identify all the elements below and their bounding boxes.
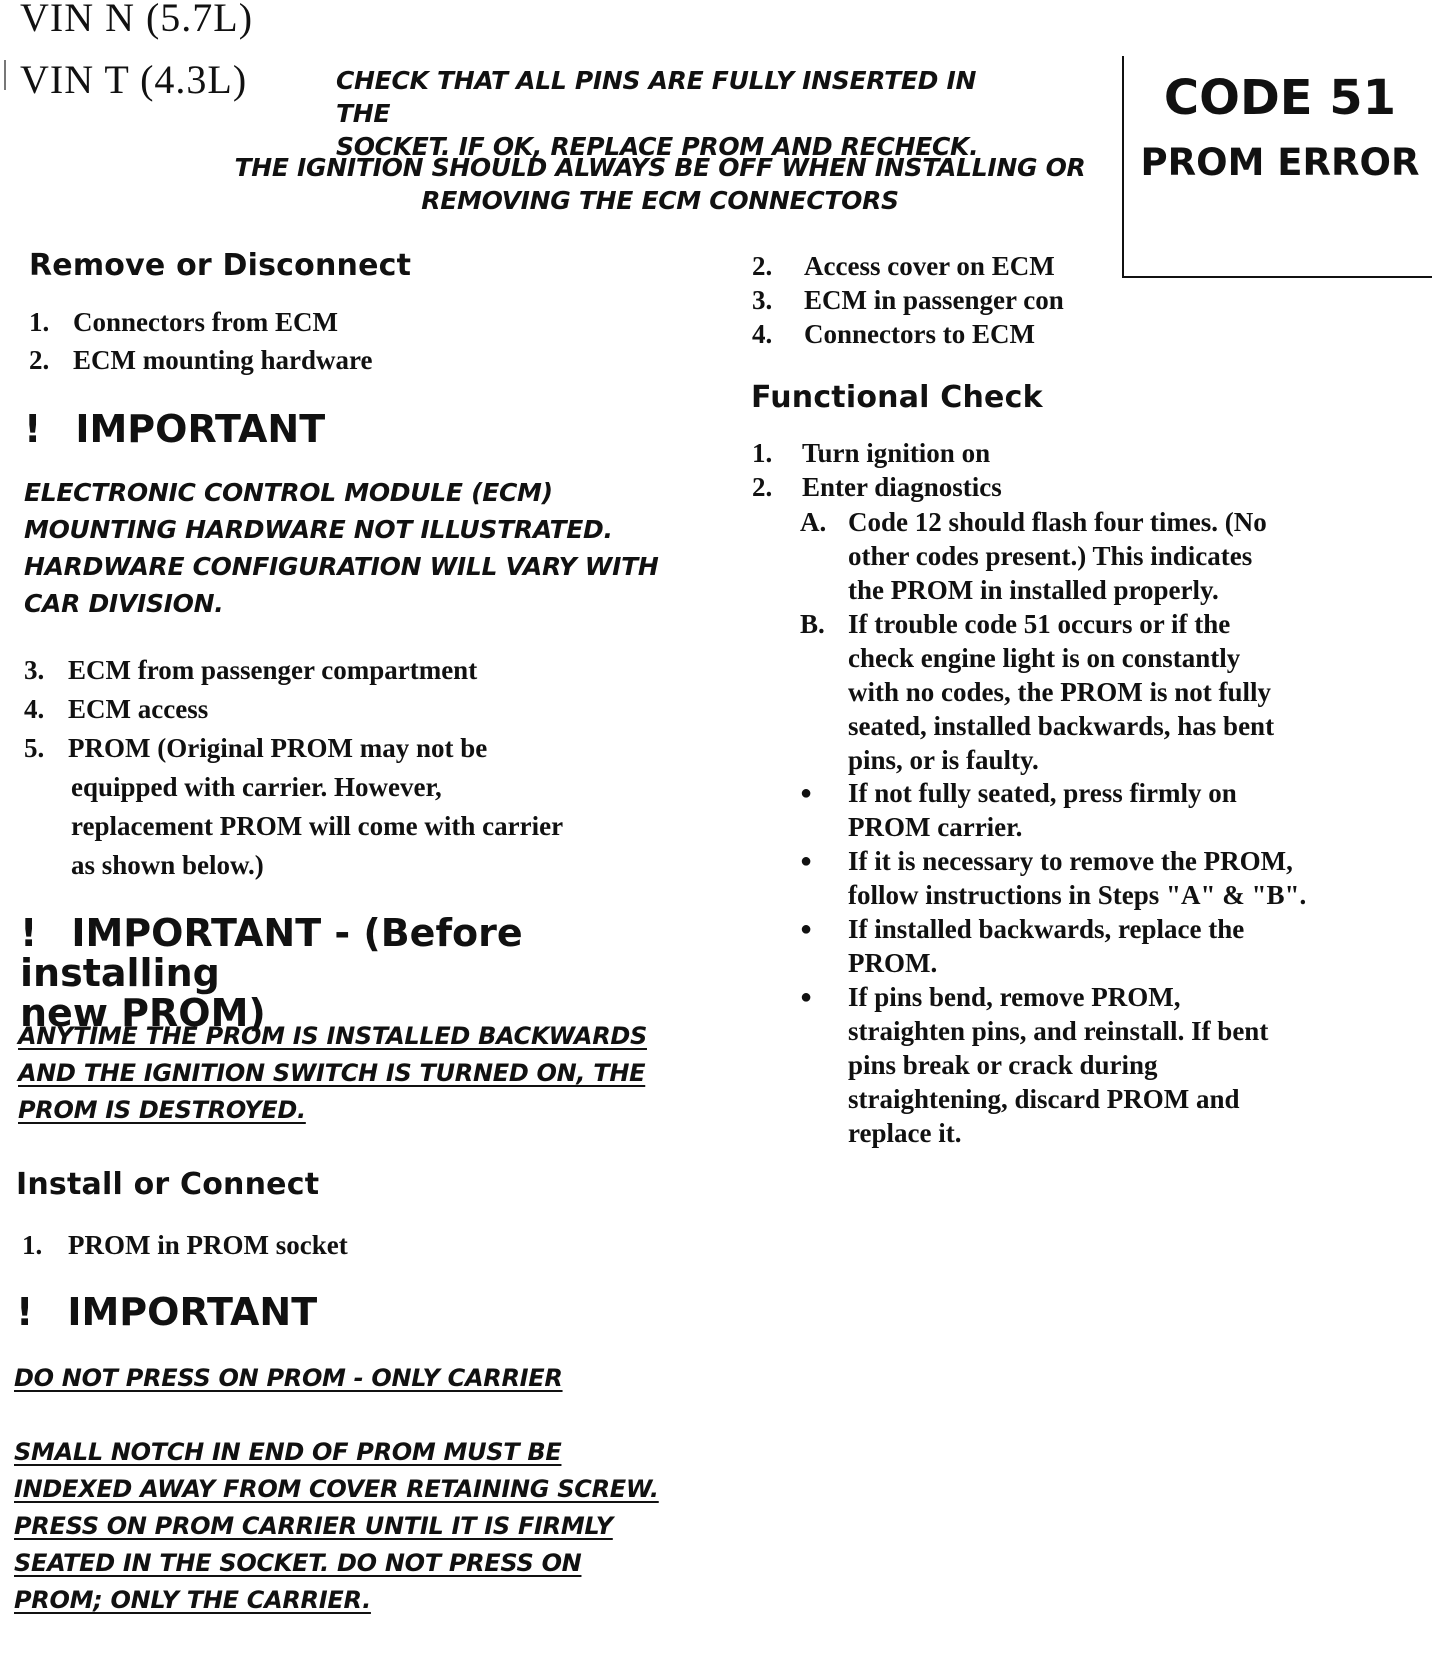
ecm-hardware-note — [24, 474, 658, 622]
item-text: PROM (Original PROM may not be — [68, 733, 488, 763]
item-text: ECM from passenger compartment — [68, 655, 478, 685]
list-item — [752, 470, 1002, 504]
bullet-line: If installed backwards, replace the — [848, 914, 1245, 944]
item-text: Connectors to ECM — [804, 319, 1035, 349]
carrier-only-warning: DO NOT PRESS ON PROM - ONLY CARRIER — [14, 1364, 563, 1392]
warning-line: INDEXED AWAY FROM COVER RETAINING SCREW. — [14, 1475, 659, 1503]
warning-line: SMALL NOTCH IN END OF PROM MUST BE — [14, 1438, 562, 1466]
bullet-item — [800, 776, 1420, 844]
important-heading-3 — [16, 1290, 317, 1334]
bullet-list — [800, 776, 1420, 1150]
bullet-line: pins break or crack during — [848, 1050, 1158, 1080]
bullet-line: If pins bend, remove PROM, — [848, 982, 1181, 1012]
list-item — [752, 283, 1064, 317]
code-box-border-left — [1122, 56, 1124, 278]
remove-list-continued — [24, 651, 563, 885]
list-item — [24, 729, 563, 768]
item-text: ECM in passenger con — [804, 285, 1064, 315]
item-text: Connectors from ECM — [73, 307, 338, 337]
list-item — [752, 436, 1002, 470]
bullet-item — [800, 980, 1420, 1150]
sub-step-line: with no codes, the PROM is not fully — [848, 677, 1272, 707]
ignition-note-line: REMOVING THE ECM CONNECTORS — [421, 186, 899, 215]
note-line: MOUNTING HARDWARE NOT ILLUSTRATED. — [24, 515, 613, 544]
sub-step-line: If trouble code 51 occurs or if the — [848, 609, 1231, 639]
list-item — [24, 690, 563, 729]
bullet-icon: ● — [800, 782, 813, 804]
warning-line: PROM IS DESTROYED. — [18, 1096, 306, 1124]
install-list — [22, 1228, 348, 1262]
warning-line: PROM; ONLY THE CARRIER. — [14, 1586, 371, 1614]
sub-step-line: other codes present.) This indicates — [848, 541, 1253, 571]
functional-list — [752, 436, 1002, 504]
check-pins-note — [336, 64, 1036, 163]
bullet-line: follow instructions in Steps "A" & "B". — [848, 880, 1307, 910]
margin-mark — [4, 60, 6, 90]
list-item — [752, 249, 1064, 283]
item-text: Turn ignition on — [802, 438, 991, 468]
vin-n-label: VIN N (5.7L) — [20, 0, 254, 40]
sub-step-b — [800, 607, 1420, 777]
bullet-icon: ● — [800, 918, 813, 940]
item-number: 4. — [24, 694, 45, 724]
list-item — [29, 343, 373, 377]
prom-destroyed-warning — [18, 1018, 647, 1129]
ignition-note — [220, 151, 1100, 217]
code-subtitle: PROM ERROR — [1140, 141, 1420, 184]
check-note-line: CHECK THAT ALL PINS ARE FULLY INSERTED IN THE — [336, 66, 977, 128]
item-text: ECM mounting hardware — [73, 345, 373, 375]
item-text: Access cover on ECM — [804, 251, 1055, 281]
code-title: CODE 51 — [1163, 70, 1397, 126]
item-text: PROM in PROM socket — [68, 1230, 348, 1260]
note-line: ELECTRONIC CONTROL MODULE (ECM) — [24, 478, 553, 507]
note-line: HARDWARE CONFIGURATION WILL VARY WITH — [24, 552, 659, 581]
bullet-line: PROM carrier. — [848, 812, 1023, 842]
important-heading-1 — [24, 407, 325, 451]
bullet-icon: ● — [800, 850, 813, 872]
important-label: IMPORTANT — [75, 407, 326, 451]
item-number: 2. — [29, 345, 50, 375]
bullet-icon: ● — [800, 986, 813, 1008]
item-text: ECM access — [68, 694, 209, 724]
item-continuation: equipped with carrier. However, — [71, 772, 442, 802]
item-number: 3. — [752, 285, 773, 315]
sub-step-line: pins, or is faulty. — [848, 745, 1039, 775]
sub-step-line: seated, installed backwards, has bent — [848, 711, 1275, 741]
notch-index-warning — [14, 1434, 659, 1619]
item-number: 1. — [752, 438, 773, 468]
important-label: IMPORTANT - (Before installing — [20, 911, 523, 995]
bullet-line: PROM. — [848, 948, 938, 978]
code-box-border-bottom — [1122, 276, 1432, 278]
item-number: 4. — [752, 319, 773, 349]
list-item — [29, 305, 373, 339]
item-number: 2. — [752, 251, 773, 281]
item-number: 5. — [24, 733, 45, 763]
warning-line: SEATED IN THE SOCKET. DO NOT PRESS ON — [14, 1549, 582, 1577]
item-number: 2. — [752, 472, 773, 502]
vin-t-label: VIN T (4.3L) — [20, 57, 248, 102]
sub-step-line: the PROM in installed properly. — [848, 575, 1219, 605]
bullet-line: If it is necessary to remove the PROM, — [848, 846, 1293, 876]
sub-step-line: check engine light is on constantly — [848, 643, 1241, 673]
functional-check-heading: Functional Check — [751, 380, 1043, 415]
item-continuation: as shown below.) — [71, 850, 264, 880]
bullet-line: replace it. — [848, 1118, 962, 1148]
install-list-continued — [752, 249, 1064, 351]
item-number: 1. — [22, 1230, 43, 1260]
item-number: 3. — [24, 655, 45, 685]
important-heading-2 — [20, 913, 720, 1033]
remove-disconnect-heading: Remove or Disconnect — [29, 248, 412, 283]
note-line: CAR DIVISION. — [24, 589, 224, 618]
exclamation-icon: ! — [24, 407, 42, 451]
list-item — [24, 651, 563, 690]
exclamation-icon: ! — [20, 911, 38, 955]
sub-step-a — [800, 505, 1420, 607]
list-item — [22, 1228, 348, 1262]
warning-line: AND THE IGNITION SWITCH IS TURNED ON, THE — [18, 1059, 646, 1087]
bullet-line: If not fully seated, press firmly on — [848, 778, 1237, 808]
item-text: Enter diagnostics — [802, 472, 1002, 502]
sub-step-mark: B. — [800, 609, 825, 639]
exclamation-icon: ! — [16, 1290, 34, 1334]
bullet-line: straighten pins, and reinstall. If bent — [848, 1016, 1269, 1046]
important-label: IMPORTANT — [67, 1290, 318, 1334]
install-connect-heading: Install or Connect — [16, 1167, 320, 1202]
bullet-line: straightening, discard PROM and — [848, 1084, 1240, 1114]
warning-line: ANYTIME THE PROM IS INSTALLED BACKWARDS — [18, 1022, 647, 1050]
sub-step-line: Code 12 should flash four times. (No — [848, 507, 1267, 537]
warning-line: PRESS ON PROM CARRIER UNTIL IT IS FIRMLY — [14, 1512, 613, 1540]
bullet-item — [800, 912, 1420, 980]
check-note-line: SOCKET. IF OK, REPLACE PROM AND RECHECK. — [336, 132, 979, 161]
important-label-cont: new PROM) — [20, 991, 266, 1035]
ignition-note-line: THE IGNITION SHOULD ALWAYS BE OFF WHEN INSTALLING OR — [234, 153, 1086, 182]
bullet-item — [800, 844, 1420, 912]
item-number: 1. — [29, 307, 50, 337]
item-continuation: replacement PROM will come with carrier — [71, 811, 564, 841]
list-item — [752, 317, 1064, 351]
sub-step-mark: A. — [800, 507, 827, 537]
remove-list — [29, 305, 373, 377]
